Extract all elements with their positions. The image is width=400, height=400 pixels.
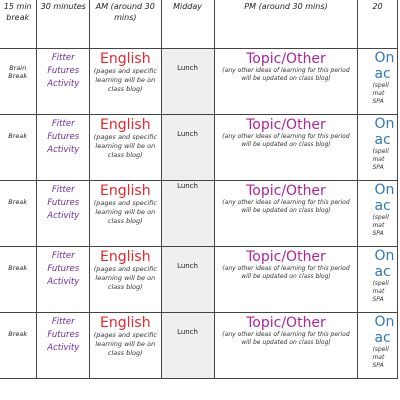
topic-note: (any other ideas of learning for this period will be updated on class blog) bbox=[222, 199, 350, 214]
topic-cell bbox=[214, 115, 358, 181]
timetable-row bbox=[0, 247, 398, 313]
topic-note: (any other ideas of learning for this period will be updated on class blog) bbox=[222, 133, 350, 148]
english-note: (pages and specific learning will be on class blog) bbox=[93, 265, 157, 291]
english-cell bbox=[90, 115, 162, 181]
timetable-row bbox=[0, 181, 398, 247]
topic-title: Topic/Other bbox=[246, 117, 326, 133]
online-note: (spell mat SPA bbox=[372, 280, 389, 303]
fitter-futures-cell: Fitter Futures Activity bbox=[37, 313, 90, 379]
timetable-body bbox=[0, 49, 398, 379]
online-title: On ac bbox=[374, 50, 395, 82]
online-activity-cell bbox=[358, 49, 398, 115]
lunch-cell: Lunch bbox=[161, 247, 214, 313]
english-note: (pages and specific learning will be on class blog) bbox=[93, 331, 157, 357]
topic-cell bbox=[214, 313, 358, 379]
topic-note: (any other ideas of learning for this period will be updated on class blog) bbox=[222, 265, 350, 280]
topic-title: Topic/Other bbox=[246, 183, 326, 199]
online-activity-cell bbox=[358, 247, 398, 313]
online-note: (spell mat SPA bbox=[372, 82, 389, 105]
timetable-row bbox=[0, 313, 398, 379]
topic-cell bbox=[214, 181, 358, 247]
break-cell: Break bbox=[0, 181, 37, 247]
break-cell: Brain Break bbox=[0, 49, 37, 115]
break-cell: Break bbox=[0, 313, 37, 379]
online-title: On ac bbox=[374, 182, 395, 214]
lunch-cell: Lunch bbox=[161, 181, 214, 247]
topic-cell bbox=[214, 49, 358, 115]
topic-title: Topic/Other bbox=[246, 315, 326, 331]
header-fitter: 30 minutes bbox=[37, 0, 90, 49]
online-activity-cell bbox=[358, 313, 398, 379]
header-am: AM (around 30 mins) bbox=[90, 0, 162, 49]
english-cell bbox=[90, 181, 162, 247]
english-cell bbox=[90, 49, 162, 115]
online-note: (spell mat SPA bbox=[372, 214, 389, 237]
header-break: 15 min break bbox=[0, 0, 37, 49]
english-title: English bbox=[100, 183, 151, 199]
lunch-cell: Lunch bbox=[161, 115, 214, 181]
online-title: On ac bbox=[374, 248, 395, 280]
english-cell bbox=[90, 313, 162, 379]
topic-title: Topic/Other bbox=[246, 51, 326, 67]
online-activity-cell bbox=[358, 115, 398, 181]
lunch-cell: Lunch bbox=[161, 49, 214, 115]
online-title: On ac bbox=[374, 116, 395, 148]
header-midday: Midday bbox=[161, 0, 214, 49]
header-pm: PM (around 30 mins) bbox=[214, 0, 358, 49]
english-title: English bbox=[100, 51, 151, 67]
topic-note: (any other ideas of learning for this period will be updated on class blog) bbox=[222, 67, 350, 82]
online-note: (spell mat SPA bbox=[372, 148, 389, 171]
online-note: (spell mat SPA bbox=[372, 346, 389, 369]
fitter-futures-cell: Fitter Futures Activity bbox=[37, 115, 90, 181]
online-activity-cell bbox=[358, 181, 398, 247]
fitter-futures-cell: Fitter Futures Activity bbox=[37, 49, 90, 115]
break-cell: Break bbox=[0, 247, 37, 313]
header-last: 20 bbox=[358, 0, 398, 49]
online-title: On ac bbox=[374, 314, 395, 346]
english-title: English bbox=[100, 117, 151, 133]
english-note: (pages and specific learning will be on class blog) bbox=[93, 133, 157, 159]
english-note: (pages and specific learning will be on class blog) bbox=[93, 199, 157, 225]
topic-cell bbox=[214, 247, 358, 313]
english-cell bbox=[90, 247, 162, 313]
fitter-futures-cell: Fitter Futures Activity bbox=[37, 247, 90, 313]
topic-title: Topic/Other bbox=[246, 249, 326, 265]
timetable-row bbox=[0, 49, 398, 115]
header-row bbox=[0, 0, 398, 49]
english-title: English bbox=[100, 315, 151, 331]
break-cell: Break bbox=[0, 115, 37, 181]
topic-note: (any other ideas of learning for this period will be updated on class blog) bbox=[222, 331, 350, 346]
english-note: (pages and specific learning will be on class blog) bbox=[93, 67, 157, 93]
fitter-futures-cell: Fitter Futures Activity bbox=[37, 181, 90, 247]
timetable-row bbox=[0, 115, 398, 181]
english-title: English bbox=[100, 249, 151, 265]
lunch-cell: Lunch bbox=[161, 313, 214, 379]
